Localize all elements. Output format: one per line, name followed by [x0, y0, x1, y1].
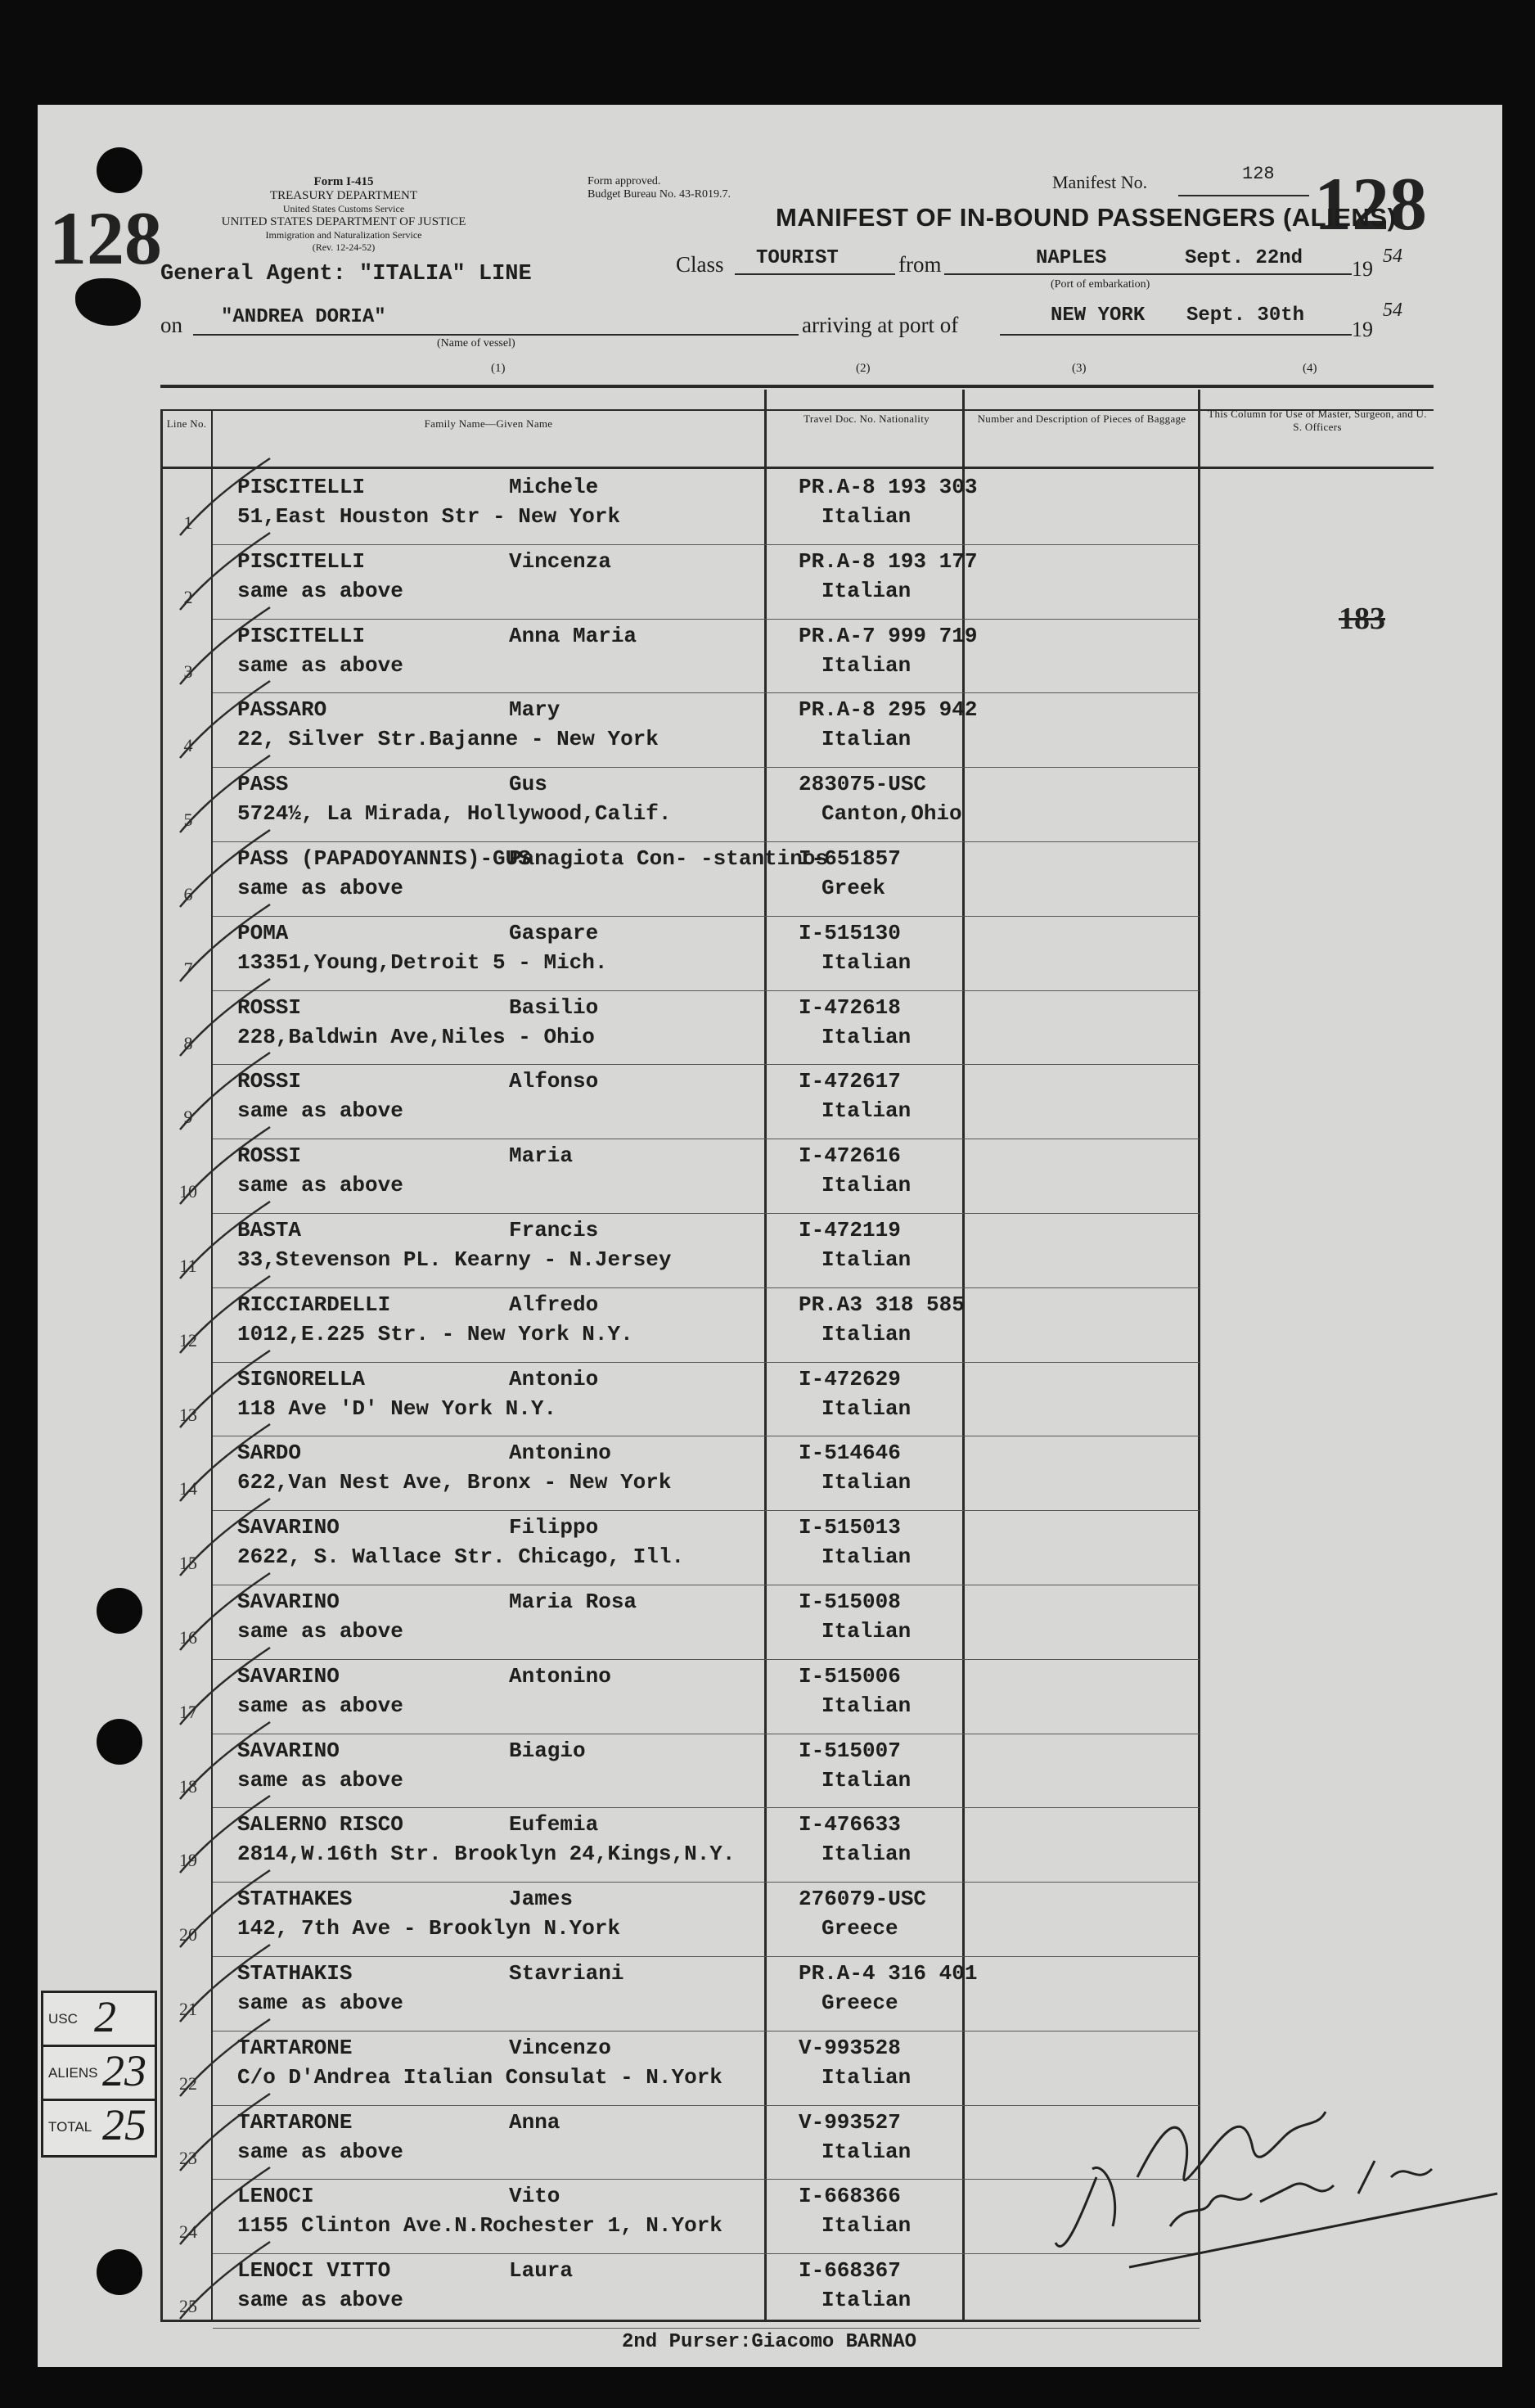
- address: 142, 7th Ave - Brooklyn N.York: [237, 1916, 621, 1941]
- line-number: 1: [183, 512, 193, 533]
- manifest-no-label: Manifest No.: [1052, 172, 1148, 192]
- line-number: 4: [183, 735, 193, 756]
- given-name: Antonino: [509, 1663, 611, 1689]
- row-divider: [213, 1510, 1200, 1511]
- nationality: Italian: [822, 1173, 912, 1198]
- family-name: SAVARINO: [237, 1590, 340, 1614]
- col4-annotation: 183: [1339, 602, 1385, 636]
- line-number: 6: [183, 884, 193, 904]
- travel-doc-number: I-514646: [799, 1441, 901, 1466]
- header-family-name: Family Name—Given Name: [424, 417, 553, 430]
- row-divider: [213, 1956, 1200, 1957]
- given-name: Vito: [509, 2184, 560, 2209]
- line-number: 22: [179, 2072, 197, 2094]
- line-number: 2: [183, 586, 193, 607]
- manifest-no-value: 128: [1242, 164, 1275, 184]
- address: same as above: [237, 1173, 403, 1198]
- line-number: 19: [179, 1850, 197, 1871]
- officer-signature: [1047, 2079, 1506, 2275]
- nationality: Italian: [822, 652, 912, 678]
- table-top-rule: [160, 385, 1434, 388]
- page-number-right: 128: [1314, 162, 1427, 246]
- line-number: 9: [183, 1107, 193, 1128]
- nationality: Italian: [822, 1767, 912, 1792]
- address: C/o D'Andrea Italian Consulat - N.York: [237, 2064, 722, 2090]
- travel-doc-number: 283075-USC: [799, 772, 927, 797]
- address: same as above: [237, 1767, 403, 1792]
- family-name: LENOCI VITTO: [237, 2258, 391, 2284]
- family-name: LENOCI: [237, 2184, 314, 2209]
- header-baggage: Number and Description of Pieces of Baggage: [977, 413, 1186, 425]
- nationality: Italian: [822, 1396, 912, 1421]
- travel-doc-number: PR.A-7 999 719: [799, 623, 978, 648]
- form-revision: (Rev. 12-24-52): [312, 241, 376, 253]
- given-name: Michele: [509, 475, 599, 499]
- row-divider: [213, 619, 1200, 620]
- nationality: Italian: [822, 1842, 912, 1867]
- row-divider: [213, 692, 1200, 693]
- form-header-left: [172, 175, 515, 254]
- travel-doc-number: I-515007: [799, 1738, 901, 1763]
- check-mark-icon: [164, 2234, 278, 2324]
- travel-doc-number: I-515006: [799, 1663, 901, 1689]
- nationality: Canton,Ohio: [822, 801, 962, 827]
- row-divider: [213, 1213, 1200, 1214]
- tally-aliens-value: 23: [102, 2046, 146, 2095]
- nationality: Italian: [822, 1544, 912, 1570]
- from-label: from: [895, 252, 944, 277]
- travel-doc-number: 276079-USC: [799, 1887, 927, 1912]
- line-number: 10: [179, 1181, 197, 1202]
- address: 118 Ave 'D' New York N.Y.: [237, 1396, 557, 1421]
- approved-text: Form approved.: [587, 175, 661, 187]
- address: same as above: [237, 2288, 403, 2313]
- vessel-name: "ANDREA DORIA": [221, 306, 386, 328]
- class-label: Class: [676, 252, 724, 277]
- vessel-underline: [193, 334, 799, 336]
- address: same as above: [237, 1619, 403, 1644]
- address: 51,East Houston Str - New York: [237, 504, 621, 529]
- family-name: STATHAKIS: [237, 1961, 353, 1986]
- arrival-port: NEW YORK: [1051, 304, 1146, 327]
- row-divider: [213, 1064, 1200, 1065]
- manifest-no-underline: [1178, 195, 1309, 196]
- line-number: 8: [183, 1032, 193, 1053]
- header-officers: This Column for Use of Master, Surgeon, and U. S. Officers: [1208, 408, 1427, 433]
- col-num-4: (4): [1303, 362, 1317, 375]
- given-name: Antonino: [509, 1441, 611, 1466]
- family-name: PASSARO: [237, 697, 327, 723]
- line-number: 12: [179, 1329, 197, 1351]
- on-label: on: [160, 313, 182, 337]
- travel-doc-number: I-668367: [799, 2258, 901, 2284]
- address: same as above: [237, 876, 403, 900]
- line-number: 25: [179, 2296, 197, 2317]
- given-name: Laura: [509, 2258, 574, 2284]
- given-name: Vincenza: [509, 548, 611, 574]
- dept-customs: United States Customs Service: [282, 203, 405, 214]
- travel-doc-number: I-651857: [799, 846, 901, 871]
- line-number: 18: [179, 1775, 197, 1797]
- nationality: Italian: [822, 727, 912, 752]
- given-name: James: [509, 1887, 574, 1912]
- travel-doc-number: PR.A-8 295 942: [799, 697, 978, 723]
- travel-doc-number: PR.A3 318 585: [799, 1292, 965, 1317]
- given-name: Alfonso: [509, 1069, 599, 1094]
- address: 2814,W.16th Str. Brooklyn 24,Kings,N.Y.: [237, 1842, 736, 1867]
- given-name: Stavriani: [509, 1961, 624, 1986]
- nationality: Italian: [822, 1247, 912, 1272]
- vessel-caption: (Name of vessel): [437, 337, 515, 349]
- tally-total-value: 25: [102, 2100, 146, 2149]
- given-name: Anna: [509, 2109, 560, 2135]
- nationality: Greek: [822, 876, 886, 900]
- line-number: 15: [179, 1553, 197, 1574]
- family-name: ROSSI: [237, 994, 302, 1020]
- budget-text: Budget Bureau No. 43-R019.7.: [587, 188, 731, 201]
- family-name: PASS: [237, 772, 289, 797]
- address: 22, Silver Str.Bajanne - New York: [237, 727, 659, 752]
- nationality: Italian: [822, 2139, 912, 2164]
- tally-total: [41, 2099, 157, 2158]
- given-name: Basilio: [509, 994, 599, 1020]
- given-name: Panagiota Con- -stantinos: [509, 846, 829, 871]
- family-name: SALERNO RISCO: [237, 1812, 403, 1838]
- arriving-label: arriving at port of: [802, 313, 959, 337]
- travel-doc-number: I-476633: [799, 1812, 901, 1838]
- col-num-3: (3): [1072, 362, 1087, 375]
- address: 5724½, La Mirada, Hollywood,Calif.: [237, 801, 672, 827]
- nationality: Italian: [822, 1321, 912, 1346]
- row-divider: [213, 916, 1200, 917]
- manifest-title: MANIFEST OF IN-BOUND PASSENGERS (ALIENS): [776, 203, 1397, 232]
- line-number: 14: [179, 1478, 197, 1499]
- dept-ins: Immigration and Naturalization Service: [265, 229, 422, 241]
- line-number: 17: [179, 1701, 197, 1722]
- address: same as above: [237, 1098, 403, 1124]
- year-prefix-1: 19: [1352, 257, 1373, 281]
- line-number: 3: [183, 661, 193, 682]
- year-2: 54: [1383, 300, 1402, 321]
- family-name: PISCITELLI: [237, 548, 366, 574]
- family-name: ROSSI: [237, 1069, 302, 1094]
- nationality: Italian: [822, 504, 912, 529]
- travel-doc-number: I-515130: [799, 920, 901, 945]
- travel-doc-number: PR.A-8 193 303: [799, 475, 978, 499]
- given-name: Antonio: [509, 1366, 599, 1391]
- given-name: Maria Rosa: [509, 1590, 637, 1614]
- form-number: Form I-415: [313, 175, 374, 188]
- family-name: STATHAKES: [237, 1887, 353, 1912]
- dept-justice: UNITED STATES DEPARTMENT OF JUSTICE: [221, 215, 466, 228]
- row-divider: [213, 841, 1200, 842]
- family-name: TARTARONE: [237, 2109, 353, 2135]
- address: 33,Stevenson PL. Kearny - N.Jersey: [237, 1247, 672, 1272]
- nationality: Italian: [822, 1098, 912, 1124]
- nationality: Italian: [822, 1619, 912, 1644]
- line-number: 23: [179, 2147, 197, 2168]
- nationality: Italian: [822, 1470, 912, 1495]
- form-approval: [587, 175, 731, 201]
- purser-signature: 2nd Purser:Giacomo BARNAO: [622, 2331, 917, 2353]
- arrival-date: Sept. 30th: [1186, 304, 1305, 327]
- given-name: Biagio: [509, 1738, 586, 1763]
- row-divider: [213, 767, 1200, 768]
- header-line-no: Line No.: [166, 417, 207, 430]
- row-divider: [213, 1807, 1200, 1808]
- nationality: Italian: [822, 1024, 912, 1049]
- line-number: 16: [179, 1627, 197, 1648]
- port-embark-caption: (Port of embarkation): [1051, 278, 1150, 291]
- year-1: 54: [1383, 246, 1402, 267]
- binder-hole: [97, 147, 142, 193]
- year-prefix-2: 19: [1352, 318, 1373, 341]
- travel-doc-number: I-472119: [799, 1218, 901, 1242]
- from-value: NAPLES: [1036, 247, 1107, 269]
- nationality: Greece: [822, 1991, 898, 2015]
- travel-doc-number: I-515008: [799, 1590, 901, 1614]
- row-divider: [213, 2328, 1200, 2329]
- travel-doc-number: V-993527: [799, 2109, 901, 2135]
- family-name: SAVARINO: [237, 1515, 340, 1540]
- family-name: POMA: [237, 920, 289, 945]
- address: 13351,Young,Detroit 5 - Mich.: [237, 949, 608, 975]
- col-num-1: (1): [491, 362, 506, 375]
- given-name: Gaspare: [509, 920, 599, 945]
- line-number: 13: [179, 1404, 197, 1425]
- departure-date: Sept. 22nd: [1185, 247, 1303, 269]
- given-name: Gus: [509, 772, 547, 797]
- travel-doc-number: I-472629: [799, 1366, 901, 1391]
- address: same as above: [237, 1693, 403, 1718]
- dept-treasury: TREASURY DEPARTMENT: [269, 189, 418, 202]
- nationality: Italian: [822, 2288, 912, 2313]
- nationality: Greece: [822, 1916, 898, 1941]
- given-name: Eufemia: [509, 1812, 599, 1838]
- family-name: TARTARONE: [237, 2035, 353, 2060]
- address: same as above: [237, 652, 403, 678]
- travel-doc-number: I-515013: [799, 1515, 901, 1540]
- address: 2622, S. Wallace Str. Chicago, Ill.: [237, 1544, 685, 1570]
- address: same as above: [237, 1991, 403, 2015]
- nationality: Italian: [822, 2064, 912, 2090]
- family-name: SIGNORELLA: [237, 1366, 366, 1391]
- given-name: Mary: [509, 697, 560, 723]
- line-number: 20: [179, 1924, 197, 1946]
- travel-doc-number: I-668366: [799, 2184, 901, 2209]
- nationality: Italian: [822, 2213, 912, 2239]
- row-divider: [213, 990, 1200, 991]
- travel-doc-number: PR.A-8 193 177: [799, 548, 978, 574]
- row-divider: [213, 1659, 1200, 1660]
- given-name: Maria: [509, 1143, 574, 1169]
- family-name: SAVARINO: [237, 1738, 340, 1763]
- family-name: BASTA: [237, 1218, 302, 1242]
- tally-usc-label: USC: [48, 2011, 78, 2027]
- nationality: Italian: [822, 578, 912, 603]
- given-name: Anna Maria: [509, 623, 637, 648]
- nationality: Italian: [822, 949, 912, 975]
- address: 1155 Clinton Ave.N.Rochester 1, N.York: [237, 2213, 722, 2239]
- page-number-left: 128: [49, 196, 162, 280]
- class-underline: [735, 273, 1373, 275]
- col-num-2: (2): [856, 362, 871, 375]
- line-number: 5: [183, 809, 193, 831]
- travel-doc-number: I-472617: [799, 1069, 901, 1094]
- family-name: PASS (PAPADOYANNIS)-GUS: [237, 846, 531, 871]
- tally-usc: [41, 1991, 157, 2050]
- nationality: Italian: [822, 1693, 912, 1718]
- tally-total-label: TOTAL: [48, 2119, 92, 2135]
- address: 228,Baldwin Ave,Niles - Ohio: [237, 1024, 595, 1049]
- address: same as above: [237, 578, 403, 603]
- row-divider: [213, 1882, 1200, 1883]
- given-name: Francis: [509, 1218, 599, 1242]
- arrival-underline: [1000, 334, 1373, 336]
- given-name: Vincenzo: [509, 2035, 611, 2060]
- tally-aliens: [41, 2045, 157, 2104]
- family-name: PISCITELLI: [237, 475, 366, 499]
- line-number: 7: [183, 958, 193, 979]
- travel-doc-number: PR.A-4 316 401: [799, 1961, 978, 1986]
- travel-doc-number: V-993528: [799, 2035, 901, 2060]
- table-header-bottom: [160, 467, 1434, 469]
- given-name: Alfredo: [509, 1292, 599, 1317]
- row-divider: [213, 1362, 1200, 1363]
- family-name: SAVARINO: [237, 1663, 340, 1689]
- row-divider: [213, 544, 1200, 545]
- tally-aliens-label: ALIENS: [48, 2065, 98, 2081]
- line-number: 21: [179, 1999, 197, 2019]
- line-number: 24: [179, 2221, 197, 2243]
- class-value: TOURIST: [756, 247, 839, 269]
- address: 622,Van Nest Ave, Bronx - New York: [237, 1470, 672, 1495]
- travel-doc-number: I-472616: [799, 1143, 901, 1169]
- family-name: PISCITELLI: [237, 623, 366, 648]
- tally-usc-value: 2: [94, 1992, 116, 2041]
- header-travel-doc: Travel Doc. No. Nationality: [804, 413, 930, 425]
- family-name: ROSSI: [237, 1143, 302, 1169]
- address: same as above: [237, 2139, 403, 2164]
- travel-doc-number: I-472618: [799, 994, 901, 1020]
- row-divider: [213, 1287, 1200, 1288]
- family-name: SARDO: [237, 1441, 302, 1466]
- given-name: Filippo: [509, 1515, 599, 1540]
- line-number: 11: [179, 1256, 197, 1276]
- family-name: RICCIARDELLI: [237, 1292, 391, 1317]
- general-agent: General Agent: "ITALIA" LINE: [160, 262, 532, 286]
- address: 1012,E.225 Str. - New York N.Y.: [237, 1321, 633, 1346]
